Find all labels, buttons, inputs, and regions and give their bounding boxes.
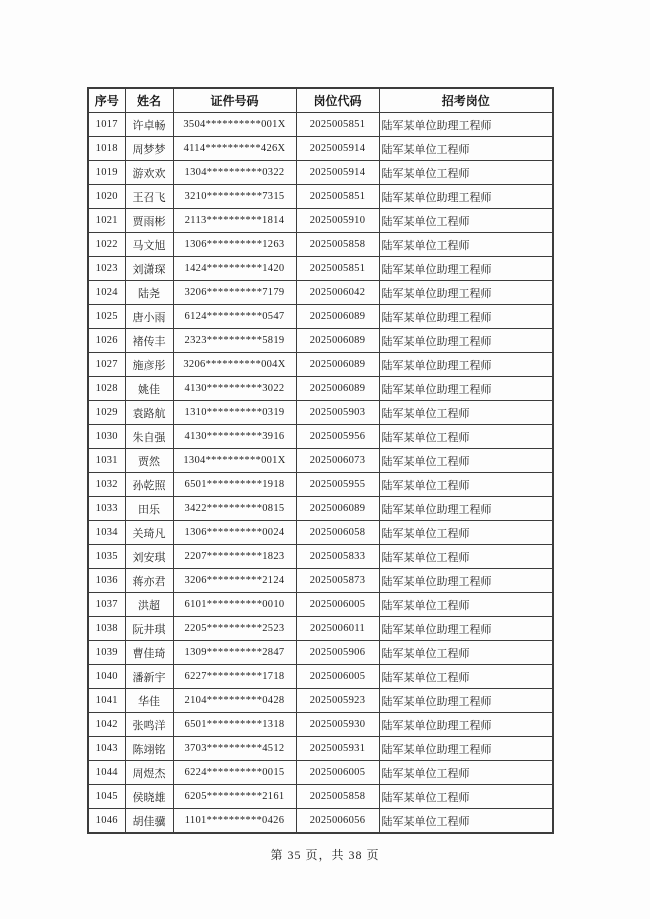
cell-position-title: 陆军某单位助理工程师: [379, 185, 553, 209]
header-cell-id-number: 证件号码: [173, 88, 296, 113]
cell-position-title: 陆军某单位助理工程师: [379, 737, 553, 761]
cell-position-title: 陆军某单位助理工程师: [379, 617, 553, 641]
cell-name: 张鸣洋: [125, 713, 173, 737]
cell-id-number: 1101**********0426: [173, 809, 296, 834]
cell-seq: 1045: [88, 785, 125, 809]
cell-id-number: 3422**********0815: [173, 497, 296, 521]
cell-position-title: 陆军某单位助理工程师: [379, 305, 553, 329]
cell-id-number: 6101**********0010: [173, 593, 296, 617]
table-row: [88, 137, 553, 161]
cell-position-title: 陆军某单位工程师: [379, 785, 553, 809]
cell-id-number: 6124**********0547: [173, 305, 296, 329]
cell-position-title: 陆军某单位工程师: [379, 545, 553, 569]
table-row: [88, 689, 553, 713]
table-row: [88, 185, 553, 209]
cell-position-title: 陆军某单位助理工程师: [379, 689, 553, 713]
table-row: [88, 449, 553, 473]
cell-position-code: 2025006011: [296, 617, 379, 641]
cell-position-code: 2025006005: [296, 761, 379, 785]
table-row: [88, 521, 553, 545]
cell-position-code: 2025005930: [296, 713, 379, 737]
cell-seq: 1038: [88, 617, 125, 641]
table-row: [88, 377, 553, 401]
cell-position-code: 2025005931: [296, 737, 379, 761]
cell-position-code: 2025006005: [296, 665, 379, 689]
cell-seq: 1021: [88, 209, 125, 233]
table-header-row: [88, 88, 553, 113]
cell-id-number: 2113**********1814: [173, 209, 296, 233]
cell-position-title: 陆军某单位工程师: [379, 641, 553, 665]
cell-position-title: 陆军某单位助理工程师: [379, 329, 553, 353]
cell-position-code: 2025005851: [296, 113, 379, 137]
cell-id-number: 1304**********001X: [173, 449, 296, 473]
header-cell-position-code: 岗位代码: [296, 88, 379, 113]
cell-seq: 1017: [88, 113, 125, 137]
cell-id-number: 3703**********4512: [173, 737, 296, 761]
cell-name: 曹佳琦: [125, 641, 173, 665]
table-row: [88, 401, 553, 425]
cell-name: 刘潇琛: [125, 257, 173, 281]
cell-position-code: 2025006042: [296, 281, 379, 305]
cell-id-number: 3206**********2124: [173, 569, 296, 593]
table-row: [88, 305, 553, 329]
table-row: [88, 761, 553, 785]
cell-seq: 1044: [88, 761, 125, 785]
cell-seq: 1027: [88, 353, 125, 377]
cell-name: 田乐: [125, 497, 173, 521]
table-row: [88, 353, 553, 377]
table-row: [88, 617, 553, 641]
cell-id-number: 2205**********2523: [173, 617, 296, 641]
header-cell-seq: 序号: [88, 88, 125, 113]
cell-name: 刘安琪: [125, 545, 173, 569]
table-row: [88, 233, 553, 257]
cell-seq: 1036: [88, 569, 125, 593]
table-row: [88, 257, 553, 281]
cell-id-number: 2104**********0428: [173, 689, 296, 713]
cell-id-number: 1309**********2847: [173, 641, 296, 665]
cell-name: 侯晓雄: [125, 785, 173, 809]
cell-id-number: 1424**********1420: [173, 257, 296, 281]
cell-id-number: 3210**********7315: [173, 185, 296, 209]
table-row: [88, 473, 553, 497]
cell-name: 王召飞: [125, 185, 173, 209]
cell-position-title: 陆军某单位助理工程师: [379, 569, 553, 593]
cell-name: 阮井琪: [125, 617, 173, 641]
cell-name: 游欢欢: [125, 161, 173, 185]
cell-seq: 1024: [88, 281, 125, 305]
cell-name: 周梦梦: [125, 137, 173, 161]
table-row: [88, 209, 553, 233]
cell-id-number: 2323**********5819: [173, 329, 296, 353]
cell-id-number: 6224**********0015: [173, 761, 296, 785]
cell-id-number: 2207**********1823: [173, 545, 296, 569]
cell-seq: 1023: [88, 257, 125, 281]
cell-seq: 1022: [88, 233, 125, 257]
cell-position-title: 陆军某单位助理工程师: [379, 113, 553, 137]
cell-name: 施彦彤: [125, 353, 173, 377]
cell-position-title: 陆军某单位工程师: [379, 425, 553, 449]
cell-position-title: 陆军某单位工程师: [379, 665, 553, 689]
cell-seq: 1033: [88, 497, 125, 521]
cell-name: 陆尧: [125, 281, 173, 305]
table-row: [88, 497, 553, 521]
cell-position-title: 陆军某单位工程师: [379, 137, 553, 161]
cell-id-number: 1310**********0319: [173, 401, 296, 425]
cell-seq: 1043: [88, 737, 125, 761]
cell-name: 华佳: [125, 689, 173, 713]
cell-id-number: 3504**********001X: [173, 113, 296, 137]
cell-position-code: 2025005858: [296, 233, 379, 257]
cell-name: 贾然: [125, 449, 173, 473]
cell-name: 周煜杰: [125, 761, 173, 785]
cell-position-code: 2025006089: [296, 305, 379, 329]
cell-position-title: 陆军某单位工程师: [379, 521, 553, 545]
cell-id-number: 4130**********3916: [173, 425, 296, 449]
candidate-table: [87, 87, 554, 834]
cell-name: 关琦凡: [125, 521, 173, 545]
cell-position-title: 陆军某单位助理工程师: [379, 713, 553, 737]
cell-seq: 1020: [88, 185, 125, 209]
cell-id-number: 1304**********0322: [173, 161, 296, 185]
cell-position-code: 2025006089: [296, 497, 379, 521]
table-row: [88, 737, 553, 761]
cell-position-title: 陆军某单位工程师: [379, 593, 553, 617]
cell-position-title: 陆军某单位工程师: [379, 161, 553, 185]
cell-seq: 1031: [88, 449, 125, 473]
table-row: [88, 113, 553, 137]
cell-seq: 1026: [88, 329, 125, 353]
cell-position-code: 2025005851: [296, 185, 379, 209]
table-row: [88, 593, 553, 617]
cell-position-code: 2025006089: [296, 353, 379, 377]
cell-id-number: 4114**********426X: [173, 137, 296, 161]
page-indicator: 第 35 页，共 38 页: [270, 848, 380, 862]
cell-name: 马文旭: [125, 233, 173, 257]
table-row: [88, 809, 553, 834]
cell-seq: 1034: [88, 521, 125, 545]
cell-name: 潘新宇: [125, 665, 173, 689]
cell-position-code: 2025005914: [296, 161, 379, 185]
cell-seq: 1025: [88, 305, 125, 329]
cell-seq: 1040: [88, 665, 125, 689]
table-row: [88, 713, 553, 737]
cell-position-code: 2025005910: [296, 209, 379, 233]
cell-name: 蒋亦君: [125, 569, 173, 593]
cell-position-code: 2025005955: [296, 473, 379, 497]
cell-id-number: 1306**********0024: [173, 521, 296, 545]
cell-position-title: 陆军某单位工程师: [379, 809, 553, 834]
cell-position-title: 陆军某单位助理工程师: [379, 281, 553, 305]
cell-id-number: 3206**********7179: [173, 281, 296, 305]
cell-id-number: 4130**********3022: [173, 377, 296, 401]
table-row: [88, 641, 553, 665]
table-row: [88, 545, 553, 569]
header-cell-name: 姓名: [125, 88, 173, 113]
cell-position-code: 2025006089: [296, 329, 379, 353]
cell-id-number: 3206**********004X: [173, 353, 296, 377]
cell-position-title: 陆军某单位工程师: [379, 401, 553, 425]
cell-seq: 1037: [88, 593, 125, 617]
cell-position-code: 2025005956: [296, 425, 379, 449]
cell-position-title: 陆军某单位工程师: [379, 761, 553, 785]
cell-name: 袁路航: [125, 401, 173, 425]
cell-position-code: 2025005858: [296, 785, 379, 809]
cell-position-code: 2025005873: [296, 569, 379, 593]
cell-name: 褚传丰: [125, 329, 173, 353]
cell-position-code: 2025005833: [296, 545, 379, 569]
cell-seq: 1028: [88, 377, 125, 401]
cell-seq: 1032: [88, 473, 125, 497]
cell-position-code: 2025006056: [296, 809, 379, 834]
cell-seq: 1018: [88, 137, 125, 161]
cell-seq: 1030: [88, 425, 125, 449]
table-row: [88, 569, 553, 593]
header-cell-position-title: 招考岗位: [379, 88, 553, 113]
cell-position-code: 2025006073: [296, 449, 379, 473]
cell-name: 孙乾照: [125, 473, 173, 497]
cell-seq: 1035: [88, 545, 125, 569]
cell-name: 贾雨彬: [125, 209, 173, 233]
cell-name: 唐小雨: [125, 305, 173, 329]
cell-position-code: 2025005914: [296, 137, 379, 161]
cell-position-code: 2025005923: [296, 689, 379, 713]
cell-seq: 1041: [88, 689, 125, 713]
cell-id-number: 6227**********1718: [173, 665, 296, 689]
cell-position-code: 2025006005: [296, 593, 379, 617]
cell-name: 胡佳骥: [125, 809, 173, 834]
cell-name: 朱自强: [125, 425, 173, 449]
table-body: [88, 113, 553, 834]
table-row: [88, 161, 553, 185]
cell-position-title: 陆军某单位工程师: [379, 449, 553, 473]
cell-seq: 1046: [88, 809, 125, 834]
cell-position-title: 陆军某单位工程师: [379, 233, 553, 257]
cell-seq: 1019: [88, 161, 125, 185]
cell-position-title: 陆军某单位助理工程师: [379, 353, 553, 377]
table-row: [88, 665, 553, 689]
cell-position-code: 2025006089: [296, 377, 379, 401]
cell-position-title: 陆军某单位工程师: [379, 209, 553, 233]
cell-seq: 1029: [88, 401, 125, 425]
cell-position-code: 2025006058: [296, 521, 379, 545]
table-row: [88, 785, 553, 809]
cell-name: 许卓畅: [125, 113, 173, 137]
cell-id-number: 6501**********1918: [173, 473, 296, 497]
cell-seq: 1042: [88, 713, 125, 737]
cell-position-title: 陆军某单位助理工程师: [379, 257, 553, 281]
table-header: [88, 88, 553, 113]
cell-name: 姚佳: [125, 377, 173, 401]
cell-id-number: 1306**********1263: [173, 233, 296, 257]
cell-seq: 1039: [88, 641, 125, 665]
cell-position-code: 2025005851: [296, 257, 379, 281]
cell-position-title: 陆军某单位助理工程师: [379, 497, 553, 521]
cell-position-title: 陆军某单位助理工程师: [379, 377, 553, 401]
cell-position-title: 陆军某单位工程师: [379, 473, 553, 497]
cell-id-number: 6501**********1318: [173, 713, 296, 737]
cell-id-number: 6205**********2161: [173, 785, 296, 809]
cell-name: 洪超: [125, 593, 173, 617]
table-row: [88, 425, 553, 449]
cell-position-code: 2025005906: [296, 641, 379, 665]
table-row: [88, 281, 553, 305]
cell-position-code: 2025005903: [296, 401, 379, 425]
cell-name: 陈翊铭: [125, 737, 173, 761]
table-row: [88, 329, 553, 353]
